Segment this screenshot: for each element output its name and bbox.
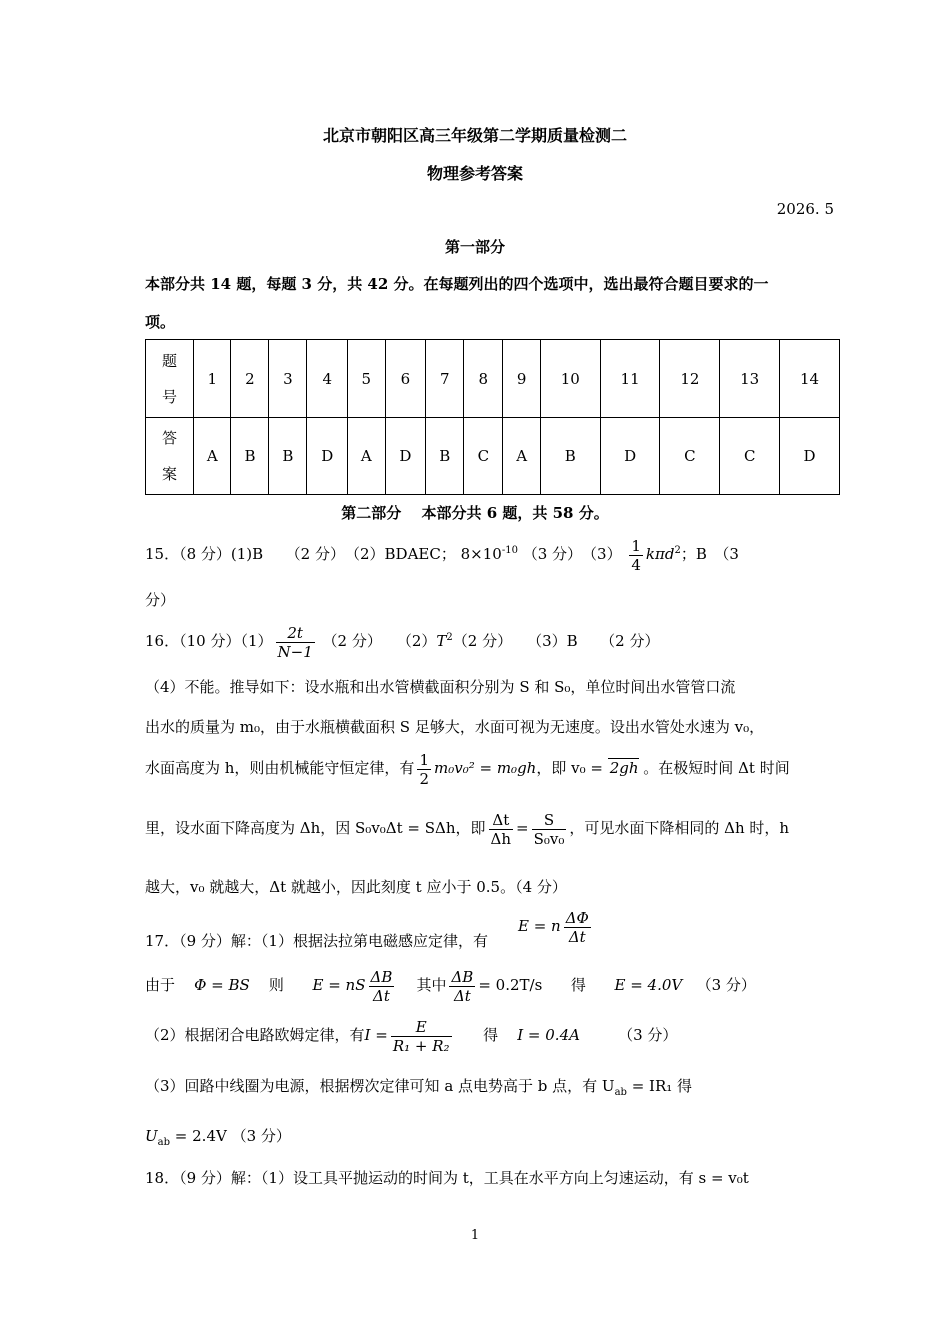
question-number: 3 (269, 340, 307, 418)
question-number: 14 (780, 340, 840, 418)
q16-para-line1: （4）不能。推导如下：设水瓶和出水管横截面积分别为 S 和 S₀，单位时间出水管管口流 (145, 678, 736, 696)
question-number: 11 (600, 340, 660, 418)
question-number-header: 题 号 (146, 340, 194, 418)
q16-para-line4: 里，设水面下降高度为 Δh，因 S₀v₀Δt = SΔh，即 $\frac{\Delta t}{\Delta h}$ = $\frac{S}{\text{S₀v₀}}$ ，可见水面下降相同的 Δh 时，h (145, 810, 790, 848)
answer-header: 答 案 (146, 418, 194, 495)
answer-cell: A (348, 418, 385, 495)
answer-cell: D (385, 418, 426, 495)
q16-para-line2: 出水的质量为 m₀，由于水瓶横截面积 S 足够大，水面可视为无速度。设出水管处水速为 v₀， (145, 718, 765, 736)
answer-cell: B (426, 418, 464, 495)
document-subtitle: 物理参考答案 (426, 164, 523, 183)
answer-cell: A (503, 418, 540, 495)
answer-cell: B (231, 418, 269, 495)
answer-cell: D (780, 418, 840, 495)
question-number: 13 (720, 340, 780, 418)
q16-fraction: $\frac{2t}{N-1}$ (277, 623, 313, 661)
document-title: 北京市朝阳区高三年级第二学期质量检测二 (322, 126, 627, 145)
q18-line1: 18．（9 分）解：（1）设工具平抛运动的时间为 t，工具在水平方向上匀速运动，有 s = v₀t (145, 1169, 749, 1187)
answer-cell: C (720, 418, 780, 495)
q15-line1: 15．（8 分）(1)B （2 分） （2）BDAEC； $8\times 10^{-10}$ （3 分） （3） $\frac{1}{4}$ kπd$^2$；B （3 (145, 536, 739, 574)
q16-para-line3: 水面高度为 h，则由机械能守恒定律，有 $\frac{1}{2}$ m₀v₀² = m₀gh，即 v₀ = 2gh 。在极短时间 Δt 时间 (145, 750, 790, 788)
question-number: 7 (426, 340, 464, 418)
question-number: 2 (231, 340, 269, 418)
page-number: 1 (470, 1228, 480, 1243)
answer-row (146, 418, 840, 495)
q17-line5: $U_{ab} = 2.4V$ （3 分） (145, 1127, 291, 1148)
part2-heading: 第二部分 本部分共 6 题，共 58 分。 (341, 504, 609, 522)
q16-line1: 16．（10 分）（1） $\frac{2t}{N-1}$ （2 分） $(2)T^2(2$ 分） （3）B （2 分） (145, 623, 660, 661)
answer-table (145, 339, 840, 495)
answer-cell: B (540, 418, 600, 495)
q15-fraction: $\frac{1}{4}$ (631, 536, 641, 574)
q15-line2: 分） (145, 591, 176, 609)
document-date: 2026. 5 (776, 200, 834, 218)
question-number: 6 (385, 340, 426, 418)
question-number: 5 (348, 340, 385, 418)
question-number-row (146, 340, 840, 418)
part1-heading: 第一部分 (444, 238, 505, 256)
answer-cell: B (269, 418, 307, 495)
question-number: 10 (540, 340, 600, 418)
question-number: 12 (660, 340, 720, 418)
q16-para-line5: 越大，v₀ 就越大，Δt 就越小，因此刻度 t 应小于 0.5。（4 分） (145, 878, 567, 896)
part1-instruction-line1: 本部分共 14 题，每题 3 分，共 42 分。在每题列出的四个选项中，选出最符合题目要求的一 (145, 275, 769, 293)
q17-line3: （2）根据闭合电路欧姆定律，有I = $\frac{E}{\text{R₁ + R₂}}$ 得 I = 0.4A （3 分） (145, 1017, 678, 1055)
question-number: 8 (464, 340, 503, 418)
question-number: 9 (503, 340, 540, 418)
answer-cell: C (464, 418, 503, 495)
q17-line4: （3）回路中线圈为电源，根据楞次定律可知 a 点电势高于 b 点，有 $U_{ab} = IR_1$ 得 (145, 1077, 693, 1098)
answer-cell: C (660, 418, 720, 495)
question-number: 1 (194, 340, 231, 418)
q17-line2: 由于 Φ = BS 则 E = nS $\frac{\Delta B}{\Delta t}$ 其中 $\frac{\Delta B}{\Delta t}$ = 0.2T/s 得 E = 4.0V （3 分） (145, 967, 756, 1005)
q17-eq1: E = n $\frac{\Delta\Phi}{\Delta t}$ (518, 908, 589, 946)
answer-cell: D (600, 418, 660, 495)
answer-cell: D (307, 418, 348, 495)
part1-instruction-line2: 项。 (145, 313, 176, 331)
answer-cell: A (194, 418, 231, 495)
q17-line1: 17．（9 分）解：（1）根据法拉第电磁感应定律，有 (145, 932, 488, 950)
question-number: 4 (307, 340, 348, 418)
